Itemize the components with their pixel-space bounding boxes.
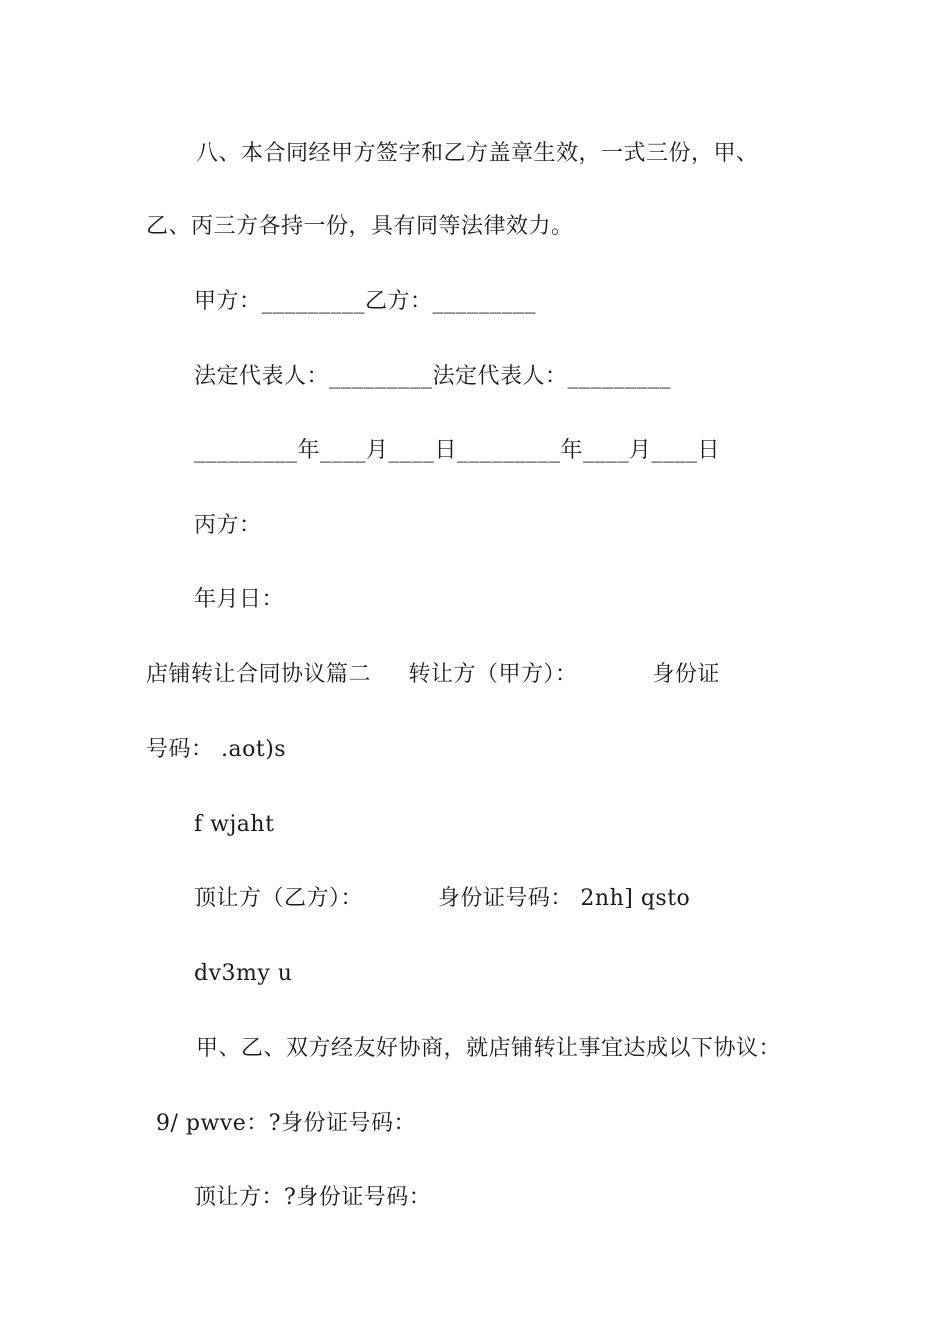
agreement-intro: 甲、乙、双方经友好协商，就店铺转让事宜达成以下协议： (196, 1036, 782, 1061)
ocr-fragment-line: f wjaht (194, 812, 275, 837)
legal-representative-line: 法定代表人：_________法定代表人：_________ (194, 364, 672, 389)
clause-eight-line-1: 八、本合同经甲方签字和乙方盖章生效，一式三份，甲、 (196, 141, 759, 166)
assignee-id-line: 顶让方：?身份证号码： (194, 1185, 432, 1210)
party-c-label: 丙方： (194, 513, 262, 538)
clause-eight-line-2: 乙、丙三方各持一份，具有同等法律效力。 (146, 214, 574, 239)
party-a-b-signature: 甲方：_________乙方：_________ (194, 289, 537, 314)
id-number-line: 号码： .aot)s (146, 737, 287, 762)
date-label: 年月日： (194, 587, 285, 612)
section-two-heading: 店铺转让合同协议篇二 转让方（甲方）： 身份证 (146, 662, 720, 687)
transferor-id-line: 9/ pwve：?身份证号码： (156, 1111, 417, 1136)
ocr-fragment-line-2: dv3my u (194, 961, 293, 986)
assignee-line: 顶让方（乙方）： 身份证号码： 2nh] qsto (194, 886, 691, 911)
signature-date-line: _________年____月____日_________年____月____日 (194, 438, 721, 463)
